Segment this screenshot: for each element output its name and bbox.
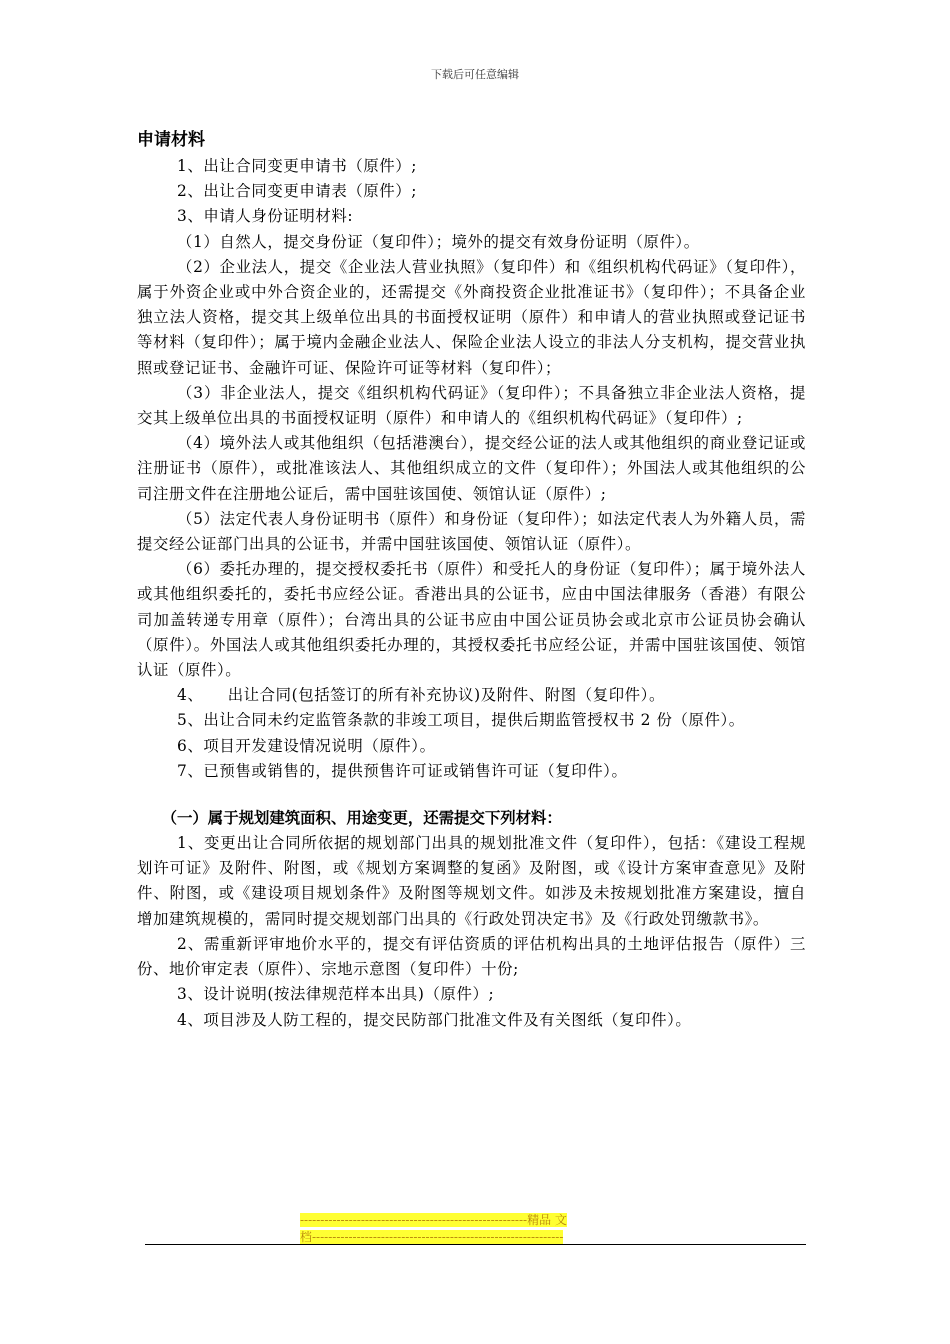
section-title: 申请材料	[137, 130, 205, 150]
paragraph-non-enterprise: （3）非企业法人，提交《组织机构代码证》（复印件）；不具备独立非企业法人资格，提交其上级单位出具的书面授权证明（原件）和申请人的《组织机构代码证》（复印件）;	[137, 383, 806, 428]
sub-paragraph-1: 1、变更出让合同所依据的规划部门出具的规划批准文件（复印件），包括：《建设工程规划许可证》及附件、附图，或《规划方案调整的复函》及附图，或《设计方案审查意见》及附件、附图，或《建设项目规划条件》及附图等规划文件。如涉及未按规划批准方案建设，擅自增加建筑规模的，需同时提交规划部门出具的《行政处罚决定书》及《行政处罚缴款书》。	[137, 834, 806, 928]
paragraph-entrusted: （6）委托办理的，提交授权委托书（原件）和受托人的身份证（复印件）；属于境外法人或其他组织委托的，委托书应经公证。香港出具的公证书，应由中国法律服务（香港）有限公司加盖转递专用章（原件）；台湾出具的公证书应由中国公证员协会或北京市公证员协会确认（原件）。外国法人或其他组织委托办理的，其授权委托书应经公证，并需中国驻该国使、领馆认证（原件）。	[137, 560, 806, 680]
paragraph-6: 6、项目开发建设情况说明（原件）。	[177, 736, 436, 755]
paragraph-5: 5、出让合同未约定监管条款的非竣工项目，提供后期监管授权书 2 份（原件）。	[177, 711, 745, 730]
document-body	[137, 126, 806, 1033]
paragraph-1: 1、出让合同变更申请书（原件）;	[177, 157, 418, 175]
sub-paragraph-2: 2、需重新评审地价水平的，提交有评估资质的评估机构出具的土地评估报告（原件）三份、地价审定表（原件）、宗地示意图（复印件）十份;	[137, 934, 806, 979]
subsection-title: （一）属于规划建筑面积、用途变更，还需提交下列材料：	[161, 809, 562, 828]
footer-watermark	[300, 1212, 650, 1246]
sub-paragraph-4: 4、项目涉及人防工程的，提交民防部门批准文件及有关图纸（复印件）。	[177, 1010, 692, 1029]
sub-paragraph-3: 3、设计说明(按法律规范样本出具)（原件）;	[177, 985, 495, 1004]
paragraph-7: 7、已预售或销售的，提供预售许可证或销售许可证（复印件）。	[177, 761, 628, 780]
page-header: 下载后可任意编辑	[431, 68, 519, 81]
paragraph-3: 3、申请人身份证明材料:	[177, 207, 354, 226]
footer-line-2: 档--------------------------------------------------------------	[300, 1230, 564, 1244]
paragraph-2: 2、出让合同变更申请表（原件）;	[177, 182, 418, 201]
paragraph-enterprise-legal-person: （2）企业法人，提交《企业法人营业执照》（复印件）和《组织机构代码证》（复印件），属于外资企业或中外合资企业的，还需提交《外商投资企业批准证书》（复印件）；不具备企业独立法人资格，提交其上级单位出具的书面授权证明（原件）和申请人的营业执照或登记证书等材料（复印件）；属于境内金融企业法人、保险企业法人设立的非法人分支机构，提交营业执照或登记证书、金融许可证、保险许可证等材料（复印件）；	[137, 257, 806, 377]
footer-line-1: --------------------------------------------------------精品 文	[300, 1213, 567, 1227]
footer-rule	[145, 1244, 806, 1245]
paragraph-overseas: （4）境外法人或其他组织（包括港澳台），提交经公证的法人或其他组织的商业登记证或注册证书（原件），或批准该法人、其他组织成立的文件（复印件）；外国法人或其他组织的公司注册文件在注册地公证后，需中国驻该国使、领馆认证（原件）;	[137, 434, 806, 503]
paragraph-4: 4、 出让合同(包括签订的所有补充协议)及附件、附图（复印件）。	[177, 686, 665, 705]
paragraph-legal-representative: （5）法定代表人身份证明书（原件）和身份证（复印件）；如法定代表人为外籍人员，需提交经公证部门出具的公证书，并需中国驻该国使、领馆认证（原件）。	[137, 509, 806, 554]
paragraph-natural-person: （1）自然人，提交身份证（复印件）；境外的提交有效身份证明（原件）。	[177, 232, 700, 251]
